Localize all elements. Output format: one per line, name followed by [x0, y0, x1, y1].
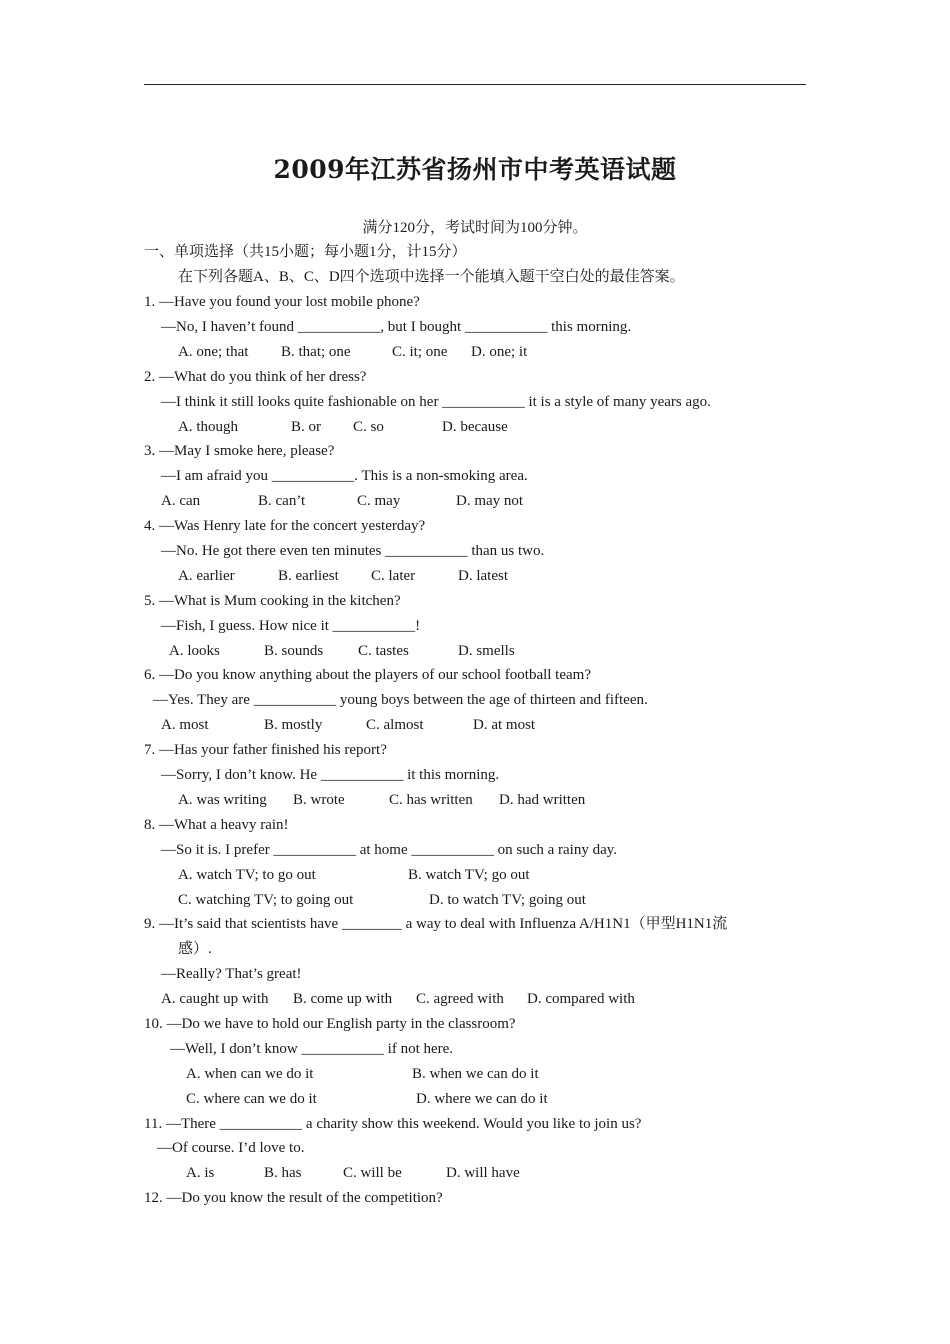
question-1-option-b: B. that; one [281, 344, 351, 360]
question-1-prompt: 1. —Have you found your lost mobile phone? [144, 294, 420, 310]
question-3-option-b: B. can’t [258, 493, 306, 509]
question-5-option-b: B. sounds [264, 643, 324, 659]
question-6-option-c: C. almost [366, 717, 424, 733]
question-5-option-d: D. smells [458, 643, 515, 659]
question-2-prompt: 2. —What do you think of her dress? [144, 369, 367, 385]
question-10-option-c: C. where can we do it [186, 1091, 317, 1107]
question-11-response: —Of course. I’d love to. [157, 1140, 305, 1156]
section-heading: 一、单项选择（共15小题；每小题1分，计15分） [144, 244, 467, 260]
question-8-option-b: B. watch TV; go out [408, 867, 530, 883]
section-instruction: 在下列各题A、B、C、D四个选项中选择一个能填入题干空白处的最佳答案。 [178, 269, 685, 285]
question-2-option-d: D. because [442, 419, 508, 435]
question-10-prompt: 10. —Do we have to hold our English party in the classroom? [144, 1016, 516, 1032]
page-title: 2009年江苏省扬州市中考英语试题 [273, 155, 677, 184]
question-9-prompt: 9. —It’s said that scientists have ________ a way to deal with Influenza A/H1N1（甲型H1N1流 [144, 916, 728, 932]
question-10-option-b: B. when we can do it [412, 1066, 539, 1082]
question-11-option-c: C. will be [343, 1165, 402, 1181]
question-8-option-d: D. to watch TV; going out [429, 892, 586, 908]
question-10-response: —Well, I don’t know ___________ if not here. [170, 1041, 454, 1057]
question-12-prompt: 12. —Do you know the result of the competition? [144, 1190, 443, 1206]
question-3-option-d: D. may not [456, 493, 524, 509]
question-7-option-d: D. had written [499, 792, 586, 808]
question-1-option-d: D. one; it [471, 344, 528, 360]
question-10-option-d: D. where we can do it [416, 1091, 548, 1107]
question-7-option-a: A. was writing [178, 792, 267, 808]
question-11-option-d: D. will have [446, 1165, 520, 1181]
question-4-option-d: D. latest [458, 568, 508, 584]
question-8-response: —So it is. I prefer ___________ at home ___________ on such a rainy day. [161, 842, 618, 858]
question-2-option-b: B. or [291, 419, 321, 435]
question-4-response: —No. He got there even ten minutes ___________ than us two. [161, 543, 545, 559]
question-8-option-c: C. watching TV; to going out [178, 892, 354, 908]
question-7-response: —Sorry, I don’t know. He ___________ it this morning. [161, 767, 500, 783]
question-6-option-d: D. at most [473, 717, 536, 733]
question-3-response: —I am afraid you ___________. This is a non-smoking area. [161, 468, 528, 484]
question-9-prompt-continued: 感）. [178, 941, 212, 957]
exam-subtitle: 满分120分，考试时间为100分钟。 [362, 220, 588, 236]
question-9-response: —Really? That’s great! [161, 966, 302, 982]
question-4-option-c: C. later [371, 568, 416, 584]
question-2-option-c: C. so [353, 419, 384, 435]
question-6-response: —Yes. They are ___________ young boys between the age of thirteen and fifteen. [153, 692, 648, 708]
question-3-prompt: 3. —May I smoke here, please? [144, 443, 335, 459]
question-9-option-d: D. compared with [527, 991, 635, 1007]
question-5-prompt: 5. —What is Mum cooking in the kitchen? [144, 593, 401, 609]
question-4-prompt: 4. —Was Henry late for the concert yesterday? [144, 518, 426, 534]
question-5-response: —Fish, I guess. How nice it ___________! [161, 618, 421, 634]
question-9-option-c: C. agreed with [416, 991, 504, 1007]
question-11-option-b: B. has [264, 1165, 302, 1181]
question-8-option-a: A. watch TV; to go out [178, 867, 316, 883]
question-9-option-b: B. come up with [293, 991, 393, 1007]
question-2-response: —I think it still looks quite fashionable on her ___________ it is a style of many years ago. [161, 394, 711, 410]
question-10-option-a: A. when can we do it [186, 1066, 314, 1082]
question-8-prompt: 8. —What a heavy rain! [144, 817, 289, 833]
question-2-option-a: A. though [178, 419, 238, 435]
question-11-prompt: 11. —There ___________ a charity show this weekend. Would you like to join us? [144, 1116, 642, 1132]
question-1-response: —No, I haven’t found ___________, but I bought ___________ this morning. [161, 319, 632, 335]
question-11-option-a: A. is [186, 1165, 215, 1181]
question-5-option-a: A. looks [169, 643, 220, 659]
question-1-option-a: A. one; that [178, 344, 249, 360]
question-4-option-a: A. earlier [178, 568, 235, 584]
question-1-option-c: C. it; one [392, 344, 448, 360]
header-rule [144, 84, 806, 85]
question-3-option-a: A. can [161, 493, 201, 509]
question-9-option-a: A. caught up with [161, 991, 269, 1007]
question-7-prompt: 7. —Has your father finished his report? [144, 742, 387, 758]
question-7-option-b: B. wrote [293, 792, 345, 808]
question-7-option-c: C. has written [389, 792, 473, 808]
question-3-option-c: C. may [357, 493, 401, 509]
question-6-prompt: 6. —Do you know anything about the players of our school football team? [144, 667, 591, 683]
question-6-option-a: A. most [161, 717, 209, 733]
question-4-option-b: B. earliest [278, 568, 339, 584]
question-5-option-c: C. tastes [358, 643, 409, 659]
question-6-option-b: B. mostly [264, 717, 323, 733]
